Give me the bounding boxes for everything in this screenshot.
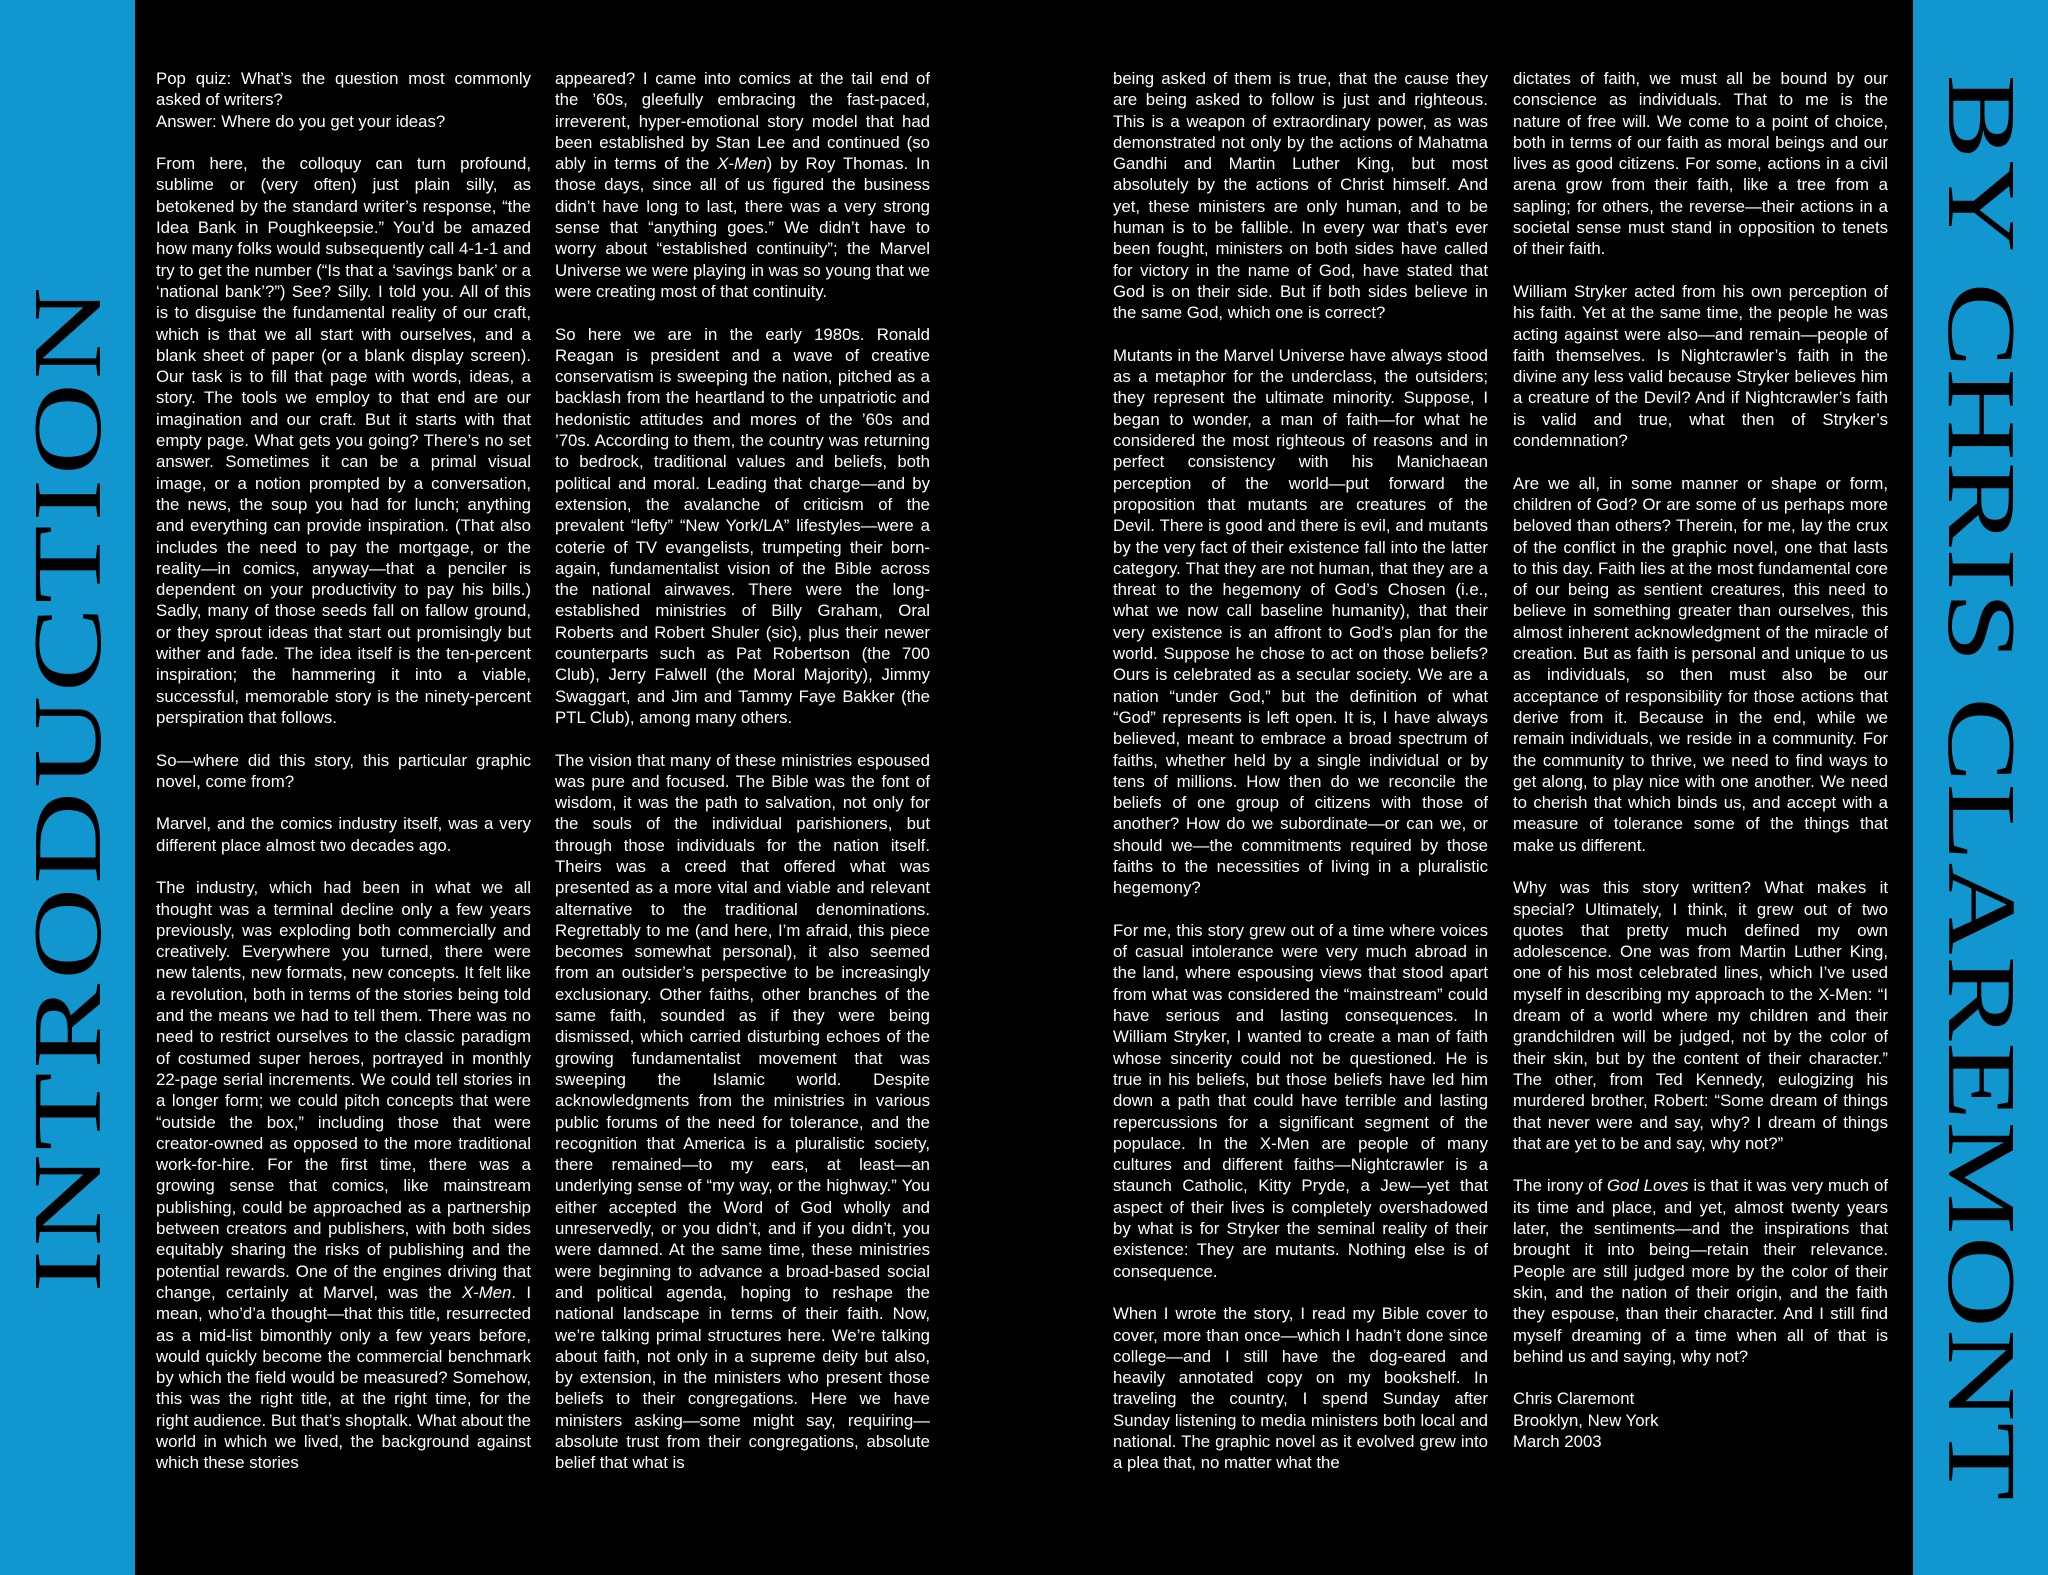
paragraph — [1513, 1175, 1888, 1367]
italic-title: God Loves — [1607, 1176, 1689, 1196]
paragraph: When I wrote the story, I read my Bible cover to cover, more than once—which I hadn’t done since college—and I still have the dog-eared and heavily annotated copy on my bookshelf. In traveling the country, I spend Sunday after Sunday listening to media ministers both local and national. The graphic novel as it evolved grew into a plea that, no matter what the — [1113, 1304, 1488, 1473]
text-run: . I mean, who’d’a thought—that this title, resurrected as a mid-list bimonthly only a few years before, would quickly become the commercial benchmark by which the field would be measured? Somehow, this was the right title, at the right time, for the right audience. But that’s shoptalk. What about the world in which we lived, the background against which these stories — [156, 1282, 531, 1473]
text-run: ) by Roy Thomas. In those days, since all of us figured the business didn’t have long to last, there was a very strong sense that “anything goes.” We didn’t have to worry about “established continuity”; the Marvel Universe we were playing in was so young that we were creating most of that continuity. — [555, 154, 930, 301]
paragraph: being asked of them is true, that the cause they are being asked to follow is just and righteous. This is a weapon of extraordinary power, as was demonstrated not only by the actions of Mahatma Gandhi and Martin Luther King, but most absolutely by the actions of Christ himself. And yet, these ministers are only human, and to be human is to be fallible. In every war that’s ever been fought, ministers on both sides have called for victory in the name of God, have stated that God is on their side. But if both sides believe in the same God, which one is correct? — [1113, 69, 1488, 323]
paragraph: So here we are in the early 1980s. Ronald Reagan is president and a wave of creative conservatism is sweeping the nation, pitched as a backlash from the heartland to the unpatriotic and hedonistic attitudes and mores of the ’60s and ’70s. According to them, the country was returning to bedrock, traditional values and beliefs, both political and moral. Leading that charge—and by extension, the avalanche of criticism of the prevalent “lefty” “New York/LA” lifestyles—were a coterie of TV evangelists, trumpeting their born-again, fundamentalist vision of the Bible across the national airwaves. There were the long-established ministries of Billy Graham, Oral Roberts and Robert Shuler (sic), plus their newer counterparts such as Pat Robertson (the 700 Club), Jerry Falwell (the Moral Majority), Jimmy Swaggart, and Jim and Tammy Faye Bakker (the PTL Club), among many others. — [555, 324, 930, 727]
signature-block — [1513, 1388, 1888, 1452]
paragraph — [156, 877, 531, 1473]
paragraph: Mutants in the Marvel Universe have always stood as a metaphor for the underclass, the outsiders; they represent the ultimate minority. Suppose, I began to wonder, a man of faith—for what he considered the most righteous of reasons and in perfect consistency with his Manichaean perception of the world—put forward the proposition that mutants are creatures of the Devil. There is good and there is evil, and mutants by the very fact of their existence fall into the latter category. That they are not human, that they are a threat to the hegemony of God’s Chosen (i.e., what we now call baseline humanity), that their very existence is an affront to God’s plan for the world. Suppose he chose to act on those beliefs? Ours is celebrated as a secular society. We are a nation “under God,” but the definition of what “God” represents is left open. It is, I have always believed, meant to embrace a broad spectrum of faiths, whether held by a single individual or by tens of millions. How then do we reconcile the beliefs of one group of citizens with those of another? How do we subordinate—or can we, or should we—the commitments required by those faiths to the necessities of living in a pluralistic hegemony? — [1113, 345, 1488, 898]
paragraph: Answer: Where do you get your ideas? — [156, 111, 446, 131]
paragraph: For me, this story grew out of a time where voices of casual intolerance were very much abroad in the land, where espousing views that stood apart from what was considered the “mainstream” could have serious and lasting consequences. In William Stryker, I wanted to create a man of faith whose sincerity could not be questioned. He is true in his beliefs, but those beliefs have led him down a path that could have terrible and lasting repercussions for a significant segment of the populace. In the X-Men are people of many cultures and different faiths—Nightcrawler is a staunch Catholic, Kitty Pryde, a Jew—yet that aspect of their lives is completely overshadowed by what is for Stryker the seminal reality of their existence: They are mutants. Nothing else is of consequence. — [1113, 920, 1488, 1281]
italic-title: X-Men — [717, 154, 767, 174]
signature-place: Brooklyn, New York — [1513, 1410, 1659, 1430]
paragraph: Marvel, and the comics industry itself, was a very different place almost two decades ago. — [156, 814, 531, 855]
author-byline: BY CHRIS CLAREMONT — [1926, 73, 2035, 1502]
right-accent-bar — [1913, 0, 2048, 1575]
left-accent-bar — [0, 0, 135, 1575]
paragraph: So—where did this story, this particular graphic novel, come from? — [156, 750, 531, 791]
paragraph: The vision that many of these ministries espoused was pure and focused. The Bible was the font of wisdom, it was the path to salvation, not only for the souls of the individual parishioners, but through those individuals for the nation itself. Theirs was a creed that offered what was presented as a more vital and viable and relevant alternative to the traditional denominations. Regrettably to me (and here, I’m afraid, this piece becomes somewhat personal), it also seemed from an outsider’s perspective to be increasingly exclusionary. Other faiths, other branches of the same faith, sounded as if they were being dismissed, which carried disturbing echoes of the growing fundamentalist movement that was sweeping the Islamic world. Despite acknowledgments from the ministries in various public forums of the need for tolerance, and the recognition that America is a pluralistic society, there remained—to my ears, at least—an underlying sense of “my way, or the highway.” You either accepted the Word of God wholly and unreservedly, or you didn’t, and if you didn’t, you were damned. At the same time, these ministries were beginning to advance a broad-based social and political agenda, hoping to reshape the national landscape in terms of their faith. Now, we’re talking primal structures here. We’re talking about faith, not only in a supreme deity but also, by extension, in the ministers who present those beliefs to their congregations. Here we have ministers asking—some might say, requiring—absolute trust from their congregations, absolute belief that what is — [555, 750, 930, 1473]
signature-date: March 2003 — [1513, 1432, 1602, 1451]
text-column-2 — [555, 68, 930, 1514]
text-run: The industry, which had been in what we all thought was a terminal decline only a few years previously, was exploding both commercially and creatively. Everywhere you turned, there were new talents, new formats, new concepts. It felt like a revolution, both in terms of the stories being told and the means we had to tell them. There was no need to restrict ourselves to the classic paradigm of costumed super heroes, portrayed in monthly 22-page serial increments. We could tell stories in a longer form; we could pitch concepts that were “outside the box,” including those that were creator-owned as opposed to the more traditional work-for-hire. For the first time, there was a growing sense that comics, like mainstream publishing, could be approached as a partnership between creators and publishers, with both sides equitably sharing the risks of publishing and the potential rewards. One of the engines driving that change, certainly at Marvel, was the — [156, 878, 531, 1302]
paragraph: Are we all, in some manner or shape or form, children of God? Or are some of us perhaps more beloved than others? Therein, for me, lay the crux of the conflict in the graphic novel, one that lasts to this day. Faith lies at the most fundamental core of our being as sentient creatures, this need to believe in something greater than ourselves, this almost inherent acknowledgment of the miracle of creation. But as faith is personal and unique to us as individuals, so then must also be our acceptance of responsibility for those actions that derive from it. Because in the end, while we remain individuals, we reside in a community. For the community to thrive, we need to find ways to get along, to play nice with one another. We need to cherish that which binds us, and accept with a measure of tolerance some of the things that make us different. — [1513, 473, 1888, 855]
introduction-title: INTRODUCTION — [13, 282, 122, 1293]
text-run: is that it was very much of its time and place, and yet, almost twenty years later, the sentiments—and the inspirations that brought it into being—retain their relevance. People are still judged more by the color of their skin, and the nation of their origin, and the faith they espouse, than their character. And I still find myself dreaming of a time when all of that is behind us and saying, why not? — [1513, 1176, 1888, 1366]
text-run: appeared? I came into comics at the tail end of the ’60s, gleefully embracing the fast-paced, irreverent, hyper-emotional story model that had been established by Stan Lee and continued (so ably in terms of the — [555, 69, 930, 174]
paragraph: Pop quiz: What’s the question most commonly asked of writers? — [156, 69, 531, 110]
text-run: The irony of — [1513, 1176, 1608, 1196]
paragraph: From here, the colloquy can turn profound, sublime or (very often) just plain silly, as betokened by the standard writer’s response, “the Idea Bank in Poughkeepsie.” You’d be amazed how many folks would subsequently call 4-1-1 and try to get the number (“Is that a ‘savings bank’ or a ‘national bank’?”) See? Silly. I told you. All of this is to disguise the fundamental reality of our craft, which is that we all start with ourselves, and a blank sheet of paper (or a blank display screen). Our task is to fill that page with words, ideas, a story. The tools we employ to that end are our imagination and our craft. But it starts with that empty page. What gets you going? There’s no set answer. Sometimes it can be a primal visual image, or a notion prompted by a conversation, the news, the soup you had for lunch; anything and everything can provide inspiration. (That also includes the need to pay the mortgage, or the reality—in comics, anyway—that a penciler is dependent on your productivity to pay his bills.) Sadly, many of those seeds fall on fallow ground, or they sprout ideas that start out promisingly but wither and fade. The idea itself is the ten-percent inspiration; the hammering it into a viable, successful, memorable story is the ninety-percent perspiration that follows. — [156, 154, 531, 727]
text-column-3 — [1113, 68, 1488, 1514]
italic-title: X-Men — [461, 1282, 512, 1302]
paragraph: William Stryker acted from his own perception of his faith. Yet at the same time, the people he was acting against were also—and remain—people of faith themselves. Is Nightcrawler’s faith in the divine any less valid because Stryker believes him a creature of the Devil? And if Nightcrawler’s faith is valid and true, what then of Stryker’s condemnation? — [1513, 281, 1888, 451]
text-column-1 — [156, 68, 531, 1514]
signature-name: Chris Claremont — [1513, 1389, 1635, 1409]
paragraph — [555, 68, 930, 302]
text-column-4 — [1513, 68, 1888, 1514]
paragraph: Why was this story written? What makes it special? Ultimately, I think, it grew out of two quotes that pretty much defined my own adolescence. One was from Martin Luther King, one of his most celebrated lines, which I’ve used myself in describing my approach to the X-Men: “I dream of a world where my children and their grandchildren will be judged, not by the color of their skin, but by the content of their character.” The other, from Ted Kennedy, eulogizing his murdered brother, Robert: “Some dream of things that never were and say, why? I dream of things that are yet to be and say, why not?” — [1513, 878, 1888, 1153]
paragraph: dictates of faith, we must all be bound by our conscience as individuals. That to me is the nature of free will. We come to a point of choice, both in terms of our faith as moral beings and our lives as good citizens. For some, actions in a civil arena grow from their faith, like a tree from a sapling; for others, the reverse—their actions in a societal sense must stand in opposition to tenets of their faith. — [1513, 69, 1888, 259]
